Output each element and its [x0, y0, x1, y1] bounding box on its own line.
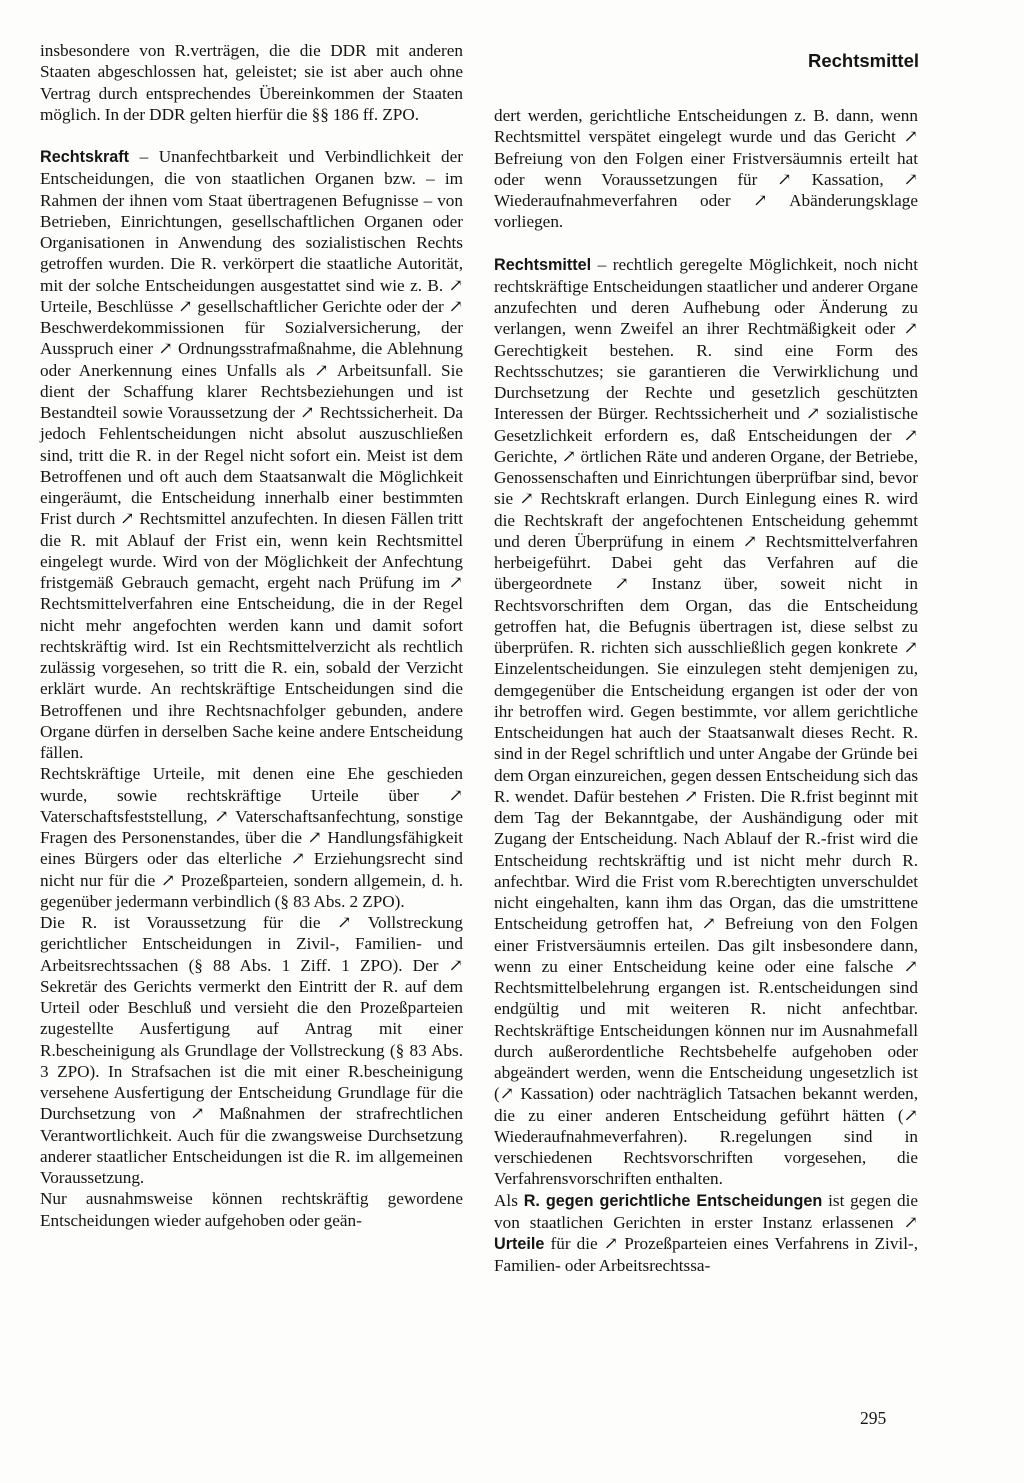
- mid-text: ist gegen die von staatlichen Gerichten in erster Instanz erlassenen ↗: [494, 1190, 918, 1232]
- running-head: Rechtsmittel: [807, 50, 919, 71]
- subterm-urteile: Urteile: [494, 1235, 545, 1253]
- entry-body-rechtskraft: – Unanfechtbarkeit und Verbindlichkeit der Entscheidungen, die von staatlichen Organen bzw. – im Rahmen der ihnen vom Staat übertragenen Befugnisse – von Betrieben, Einrichtungen, gesellschaftlichen Organen oder Organisationen in Anwendung des sozialistischen Rechts getroffen wurden. Die R. verkörpert die staatliche Autorität, mit der solche Entscheidungen ausgestattet sind wie z. B. ↗ Urteile, Beschlüsse ↗ gesellschaftlicher Gerichte oder der ↗ Beschwerdekommissionen für Sozialversicherung, der Ausspruch einer ↗ Ordnungsstrafmaßnahme, die Ablehnung oder Anerkennung eines Unfalls als ↗ Arbeitsunfall. Sie dient der Schaffung klarer Rechtsbeziehungen und ist Bestandteil sowie Voraussetzung der ↗ Rechtssicherheit. Da jedoch Fehlentscheidungen nicht absolut auszuschließen sind, tritt die R. in der Regel nicht sofort ein. Meist ist dem Betroffenen und oft auch dem Staatsanwalt die Möglichkeit eingeräumt, die Entscheidung innerhalb einer bestimmten Frist durch ↗ Rechtsmittel anzufechten. In diesen Fällen tritt die R. mit Ablauf der Frist ein, wenn kein Rechtsmittel eingelegt wurde. Wird von der Möglichkeit der Anfechtung fristgemäß Gebrauch gemacht, ergeht nach Prüfung im ↗ Rechtsmittelverfahren eine Entscheidung, die in der Regel nicht mehr angefochten werden kann und damit sofort rechtskräftig wird. Ist ein Rechtsmittelverzicht als rechtlich zulässig vorgesehen, so tritt die R. ein, sobald der Verzicht erklärt wurde. An rechtskräftige Entscheidungen sind die Betroffenen und ihre Rechtsnachfolger gebunden, andere Organe dürfen in derselben Sache keine andere Entscheidung fällen.: [40, 147, 463, 762]
- paragraph-continuation-right: dert werden, gerichtliche Entscheidungen z. B. dann, wenn Rechtsmittel verspätet eingelegt wurde und das Gericht ↗ Befreiung von den Folgen einer Fristversäumnis erteilt hat oder wenn Voraussetzungen für ↗ Kassation, ↗ Wiederaufnahmeverfahren oder ↗ Abänderungsklage vorliegen.: [494, 106, 918, 232]
- paragraph-vollstreckung: Die R. ist Voraussetzung für die ↗ Vollstreckung gerichtlicher Entscheidungen in Zivil-, Familien- und Arbeitsrechtssachen (§ 88 Abs. 1 Ziff. 1 ZPO). Der ↗ Sekretär des Gerichts vermerkt den Eintritt der R. auf dem Urteil oder Beschluß und versieht die den Prozeßparteien zugestellte Ausfertigung auf Antrag mit einer R.bescheinigung als Grundlage der Vollstreckung (§ 83 Abs. 3 ZPO). In Strafsachen ist die mit einer R.bescheinigung versehene Ausfertigung der Entscheidung Grundlage für die Durchsetzung von ↗ Maßnahmen der strafrechtlichen Verantwortlichkeit. Auch für die zwangsweise Durchsetzung anderer staatlicher Entscheidungen ist die R. im allgemeinen Voraussetzung.: [40, 913, 463, 1187]
- paragraph-gerichtliche-entscheidungen: [494, 1190, 918, 1277]
- entry-rechtskraft: [40, 146, 463, 763]
- tail-text: für die ↗ Prozeßparteien eines Verfahrens in Zivil-, Familien- oder Arbeitsrechtssa-: [494, 1234, 918, 1276]
- left-column: [40, 40, 463, 1231]
- paragraph-continuation: insbesondere von R.verträgen, die die DDR mit anderen Staaten abgeschlossen hat, geleistet; sie ist aber auch ohne Vertrag durch entsprechendes Übereinkommen der Staaten möglich. In der DDR gelten hierfür die §§ 186 ff. ZPO.: [40, 41, 463, 124]
- entry-term-rechtsmittel: Rechtsmittel: [494, 255, 592, 274]
- subterm-gerichtliche-entscheidungen: R. gegen gerichtliche Entscheidungen: [523, 1191, 823, 1210]
- paragraph-ausnahmsweise: Nur ausnahmsweise können rechtskräftig gewordene Entscheidungen wieder aufgehoben oder geän-: [40, 1189, 463, 1230]
- entry-term-rechtskraft: Rechtskraft: [40, 148, 130, 166]
- entry-body-rechtsmittel: – rechtlich geregelte Möglichkeit, noch nicht rechtskräftige Entscheidungen staatlicher und anderer Organe anzufechten und deren Aufhebung oder Änderung zu verlangen, wenn Zweifel an ihrer Rechtmäßigkeit oder ↗ Gerechtigkeit bestehen. R. sind eine Form des Rechtsschutzes; sie garantieren die Verwirklichung und Durchsetzung der Rechte und gesetzlich geschützten Interessen der Bürger. Rechtssicherheit und ↗ sozialistische Gesetzlichkeit erfordern es, daß Entscheidungen der ↗ Gerichte, ↗ örtlichen Räte und anderen Organe, der Betriebe, Genossenschaften und Einrichtungen überprüfbar sind, bevor sie ↗ Rechtskraft erlangen. Durch Einlegung eines R. wird die Rechtskraft der angefochtenen Entscheidung gehemmt und deren Überprüfung in einem ↗ Rechtsmittelverfahren herbeigeführt. Dabei geht das Verfahren auf die übergeordnete ↗ Instanz über, soweit nicht in Rechtsvorschriften dem Organ, das die Entscheidung getroffen hat, die Befugnis übertragen ist, diese selbst zu überprüfen. R. richten sich ausschließlich gegen konkrete ↗ Einzelentscheidungen. Sie einzulegen steht demjenigen zu, demgegenüber die Entscheidung ergangen ist oder der von ihr betroffen wird. Gegen bestimmte, vor allem gerichtliche Entscheidungen hat auch der Staatsanwalt dieses Recht. R. sind in der Regel schriftlich und unter Angabe der Gründe bei dem Organ einzureichen, gegen dessen Entscheidung sich das R. wendet. Dafür bestehen ↗ Fristen. Die R.frist beginnt mit dem Tag der Bekanntgabe, der Aushändigung oder mit Zugang der Entscheidung. Nach Ablauf der R.-frist wird die Entscheidung rechtskräftig und ist nicht mehr durch R. anfechtbar. Wird die Frist vom R.berechtigten unverschuldet nicht eingehalten, kann ihm das Organ, das die umstrittene Entscheidung getroffen hat, ↗ Befreiung von den Folgen einer Fristversäumnis erteilen. Das gilt insbesondere dann, wenn zu einer Entscheidung keine oder eine falsche ↗ Rechtsmittelbelehrung ergangen ist. R.entscheidungen sind endgültig und mit weiteren R. nicht anfechtbar. Rechtskräftige Entscheidungen können nur im Ausnahmefall durch außerordentliche Rechtsbehelfe aufgehoben oder abgeändert werden, wenn die Entscheidung ungesetzlich ist (↗ Kassation) oder nachträglich Tatsachen bekannt werden, die zu einer anderen Entscheidung geführt hätten (↗ Wiederaufnahmeverfahren). R.regelungen sind in verschiedenen Rechtsvorschriften vorgesehen, die Verfahrensvorschriften enthalten.: [494, 254, 919, 1189]
- paragraph-rechtskraeftige-urteile: Rechtskräftige Urteile, mit denen eine Ehe geschieden wurde, sowie rechtskräftige Urteile über ↗ Vaterschaftsfeststellung, ↗ Vaterschaftsanfechtung, sonstige Fragen des Personenstandes, über die ↗ Handlungsfähigkeit eines Bürgers oder das elterliche ↗ Erziehungsrecht sind nicht nur für die ↗ Prozeßparteien, sondern allgemein, d. h. gegenüber jedermann verbindlich (§ 83 Abs. 2 ZPO).: [40, 764, 463, 911]
- entry-rechtsmittel: [494, 254, 918, 1190]
- page-number: 295: [860, 1408, 887, 1428]
- lead-text: Als: [494, 1190, 524, 1210]
- right-column: [494, 105, 918, 1277]
